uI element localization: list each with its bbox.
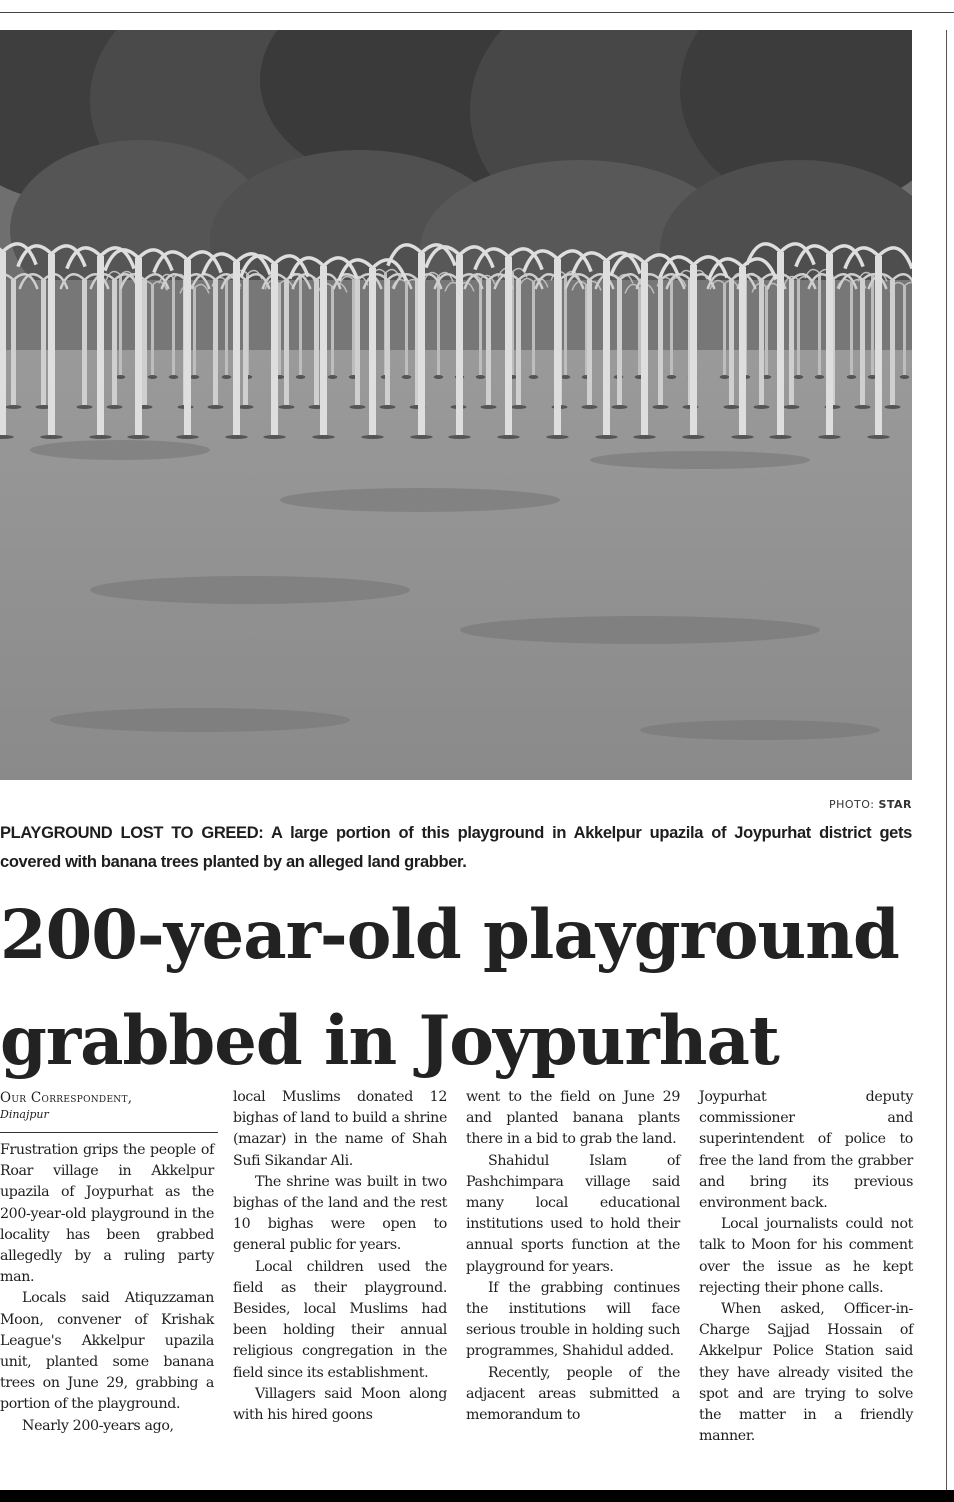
- stem-shadow: [855, 405, 871, 409]
- stem-shadow: [40, 435, 62, 439]
- column-rule: [946, 30, 947, 1490]
- paragraph: Locals said Atiquzzaman Moon, convener of Krishak League's Akkelpur upazila unit, planted some banana trees on June 29, grabbing a portion of the playground.: [0, 1290, 214, 1413]
- stem-shadow: [885, 405, 901, 409]
- banana-stem: [690, 265, 697, 435]
- stem-shadow: [815, 375, 825, 379]
- stem-shadow: [279, 405, 295, 409]
- banana-stem: [352, 280, 355, 375]
- banana-stem: [850, 283, 853, 375]
- stem-shadow: [225, 435, 247, 439]
- paragraph: Local journalists could not talk to Moon for his comment over the issue as he kept rejecting their phone calls.: [699, 1216, 913, 1296]
- banana-stem: [151, 285, 154, 375]
- banana-stem: [670, 281, 673, 375]
- paragraph: Shahidul Islam of Pashchimpara village said many local educational institutions used to hold their annual sports function at the playground for years.: [466, 1152, 680, 1275]
- stem-shadow: [667, 375, 677, 379]
- banana-stem: [759, 280, 764, 405]
- banana-stem: [112, 280, 117, 405]
- banana-stem: [385, 280, 390, 405]
- stem-shadow: [481, 405, 497, 409]
- stem-shadow: [529, 375, 539, 379]
- banana-stem: [723, 284, 726, 375]
- paragraph: Local children used the field as their playground. Besides, local Muslims had been holding their annual religious congregation in the field since its establishment.: [233, 1258, 447, 1381]
- paragraph: The shrine was built in two bighas of the land and the rest 10 bighas were open to general public for years.: [233, 1173, 447, 1254]
- byline-name: Our Correspondent,: [0, 1090, 133, 1106]
- article-column-2: [233, 1087, 447, 1426]
- banana-stem: [890, 280, 895, 405]
- stem-shadow: [222, 375, 232, 379]
- banana-stem: [213, 280, 218, 405]
- stem-shadow: [148, 375, 158, 379]
- banana-stem: [532, 282, 535, 375]
- banana-stem: [729, 280, 734, 405]
- banana-stem: [0, 252, 6, 435]
- page-bottom-bar: [0, 1490, 954, 1502]
- banana-stem: [903, 286, 906, 375]
- banana-stem: [603, 261, 610, 435]
- banana-stem: [818, 273, 821, 375]
- banana-stem: [184, 260, 191, 435]
- stem-shadow: [448, 435, 470, 439]
- stem-shadow: [818, 435, 840, 439]
- stem-shadow: [350, 405, 366, 409]
- banana-stem: [119, 275, 122, 375]
- banana-stem: [617, 280, 622, 405]
- banana-stem: [48, 254, 55, 435]
- banana-stem: [871, 276, 874, 375]
- paragraph: Frustration grips the people of Roar village in Akkelpur upazila of Joypurhat as the 200-year-old playground in the locality has been grabbed allegedly by a ruling party man.: [0, 1142, 214, 1286]
- banana-stem: [505, 257, 512, 435]
- banana-stem: [564, 275, 567, 375]
- stem-shadow: [612, 405, 628, 409]
- stem-shadow: [476, 375, 486, 379]
- banana-stem: [797, 280, 800, 375]
- stem-shadow: [847, 375, 857, 379]
- banana-stem: [826, 254, 833, 435]
- banana-stem: [82, 280, 87, 405]
- banana-stem: [456, 255, 463, 435]
- banana-stem: [641, 263, 648, 435]
- paragraph: Villagers said Moon along with his hired goons: [233, 1385, 447, 1424]
- article-column-3: [466, 1087, 680, 1426]
- banana-stem: [516, 280, 521, 405]
- stem-shadow: [296, 375, 306, 379]
- banana-stem: [739, 267, 746, 435]
- banana-stem: [437, 276, 440, 375]
- banana-stem: [243, 280, 248, 405]
- paragraph: When asked, Officer-in-Charge Sajjad Hossain of Akkelpur Police Station said they have already visited the spot and are trying to solve the matter in a friendly manner.: [699, 1301, 913, 1445]
- stem-shadow: [794, 375, 804, 379]
- stem-shadow: [380, 405, 396, 409]
- photo-caption: PLAYGROUND LOST TO GREED: A large portion of this playground in Akkelpur upazila of Joypurhat district gets covered with banana trees planted by an alleged land grabber.: [0, 824, 912, 871]
- stem-shadow: [682, 435, 704, 439]
- banana-stem: [284, 280, 289, 405]
- stem-shadow: [208, 405, 224, 409]
- banana-stem: [765, 287, 768, 375]
- paragraph: went to the field on June 29 and planted banana plants there in a bid to grab the land.: [466, 1089, 680, 1148]
- banana-stem: [271, 264, 278, 435]
- article-column-1: [0, 1140, 214, 1437]
- stem-shadow: [169, 375, 179, 379]
- banana-stem: [41, 280, 46, 405]
- stem-shadow: [312, 435, 334, 439]
- stem-shadow: [731, 435, 753, 439]
- banana-stem: [299, 277, 302, 375]
- banana-stem: [355, 280, 360, 405]
- banana-stem: [369, 268, 376, 435]
- stem-shadow: [410, 435, 432, 439]
- news-photo: [0, 30, 912, 780]
- banana-stem: [172, 278, 175, 375]
- stem-shadow: [190, 375, 200, 379]
- stem-shadow: [582, 405, 598, 409]
- banana-stem: [777, 252, 784, 435]
- banana-stem: [658, 280, 663, 405]
- banana-stem: [418, 253, 425, 435]
- paragraph: Nearly 200-years ago,: [22, 1417, 174, 1434]
- stem-shadow: [328, 375, 338, 379]
- stem-shadow: [720, 375, 730, 379]
- banana-stem: [135, 258, 142, 435]
- banana-stem: [314, 280, 319, 405]
- stem-shadow: [561, 375, 571, 379]
- byline-place: Dinajpur: [0, 1108, 49, 1121]
- banana-stem: [193, 288, 196, 375]
- banana-stem: [97, 256, 104, 435]
- stem-shadow: [107, 405, 123, 409]
- banana-stem: [233, 262, 240, 435]
- stem-shadow: [595, 435, 617, 439]
- stem-shadow: [434, 375, 444, 379]
- byline-rule: [0, 1132, 218, 1133]
- banana-stem: [860, 280, 865, 405]
- stem-shadow: [116, 375, 126, 379]
- banana-stem: [479, 279, 482, 375]
- stem-shadow: [77, 405, 93, 409]
- banana-stem: [789, 280, 794, 405]
- paragraph: Recently, people of the adjacent areas submitted a memorandum to: [466, 1364, 680, 1424]
- banana-stem: [320, 266, 327, 435]
- stem-shadow: [784, 405, 800, 409]
- stem-shadow: [511, 405, 527, 409]
- banana-stem: [875, 256, 882, 435]
- stem-shadow: [402, 375, 412, 379]
- paragraph: Joypurhat deputy commissioner and superintendent of police to free the land from the grabber and bring its previous environment back.: [699, 1089, 913, 1212]
- banana-stem: [11, 280, 16, 405]
- stem-shadow: [6, 405, 22, 409]
- top-rule: [0, 12, 954, 13]
- stem-shadow: [497, 435, 519, 439]
- banana-stem: [486, 280, 491, 405]
- stem-shadow: [724, 405, 740, 409]
- stem-shadow: [89, 435, 111, 439]
- banana-stem: [554, 259, 561, 435]
- banana-stem: [405, 283, 408, 375]
- paragraph: If the grabbing continues the institutions will face serious trouble in holding such programmes, Shahidul added.: [466, 1279, 680, 1360]
- stem-shadow: [263, 435, 285, 439]
- stem-shadow: [867, 435, 889, 439]
- banana-stem: [638, 288, 641, 375]
- banana-stem: [331, 287, 334, 375]
- banana-stem: [225, 281, 228, 375]
- stem-shadow: [546, 435, 568, 439]
- banana-stem: [587, 280, 592, 405]
- headline: 200-year-old playground grabbed in Joypurhat: [0, 895, 899, 1080]
- stem-shadow: [176, 435, 198, 439]
- banana-stem: [142, 280, 147, 405]
- stem-shadow: [127, 435, 149, 439]
- stem-shadow: [653, 405, 669, 409]
- stem-shadow: [754, 405, 770, 409]
- stem-shadow: [633, 435, 655, 439]
- stem-shadow: [900, 375, 910, 379]
- article-column-4: [699, 1087, 913, 1447]
- paragraph: local Muslims donated 12 bighas of land to build a shrine (mazar) in the name of Shah Sufi Sikandar Ali.: [233, 1089, 447, 1169]
- photo-credit: PHOTO: STAR: [828, 798, 912, 811]
- byline: [0, 1088, 218, 1122]
- stem-shadow: [361, 435, 383, 439]
- banana-stem: [278, 284, 281, 375]
- stem-shadow: [769, 435, 791, 439]
